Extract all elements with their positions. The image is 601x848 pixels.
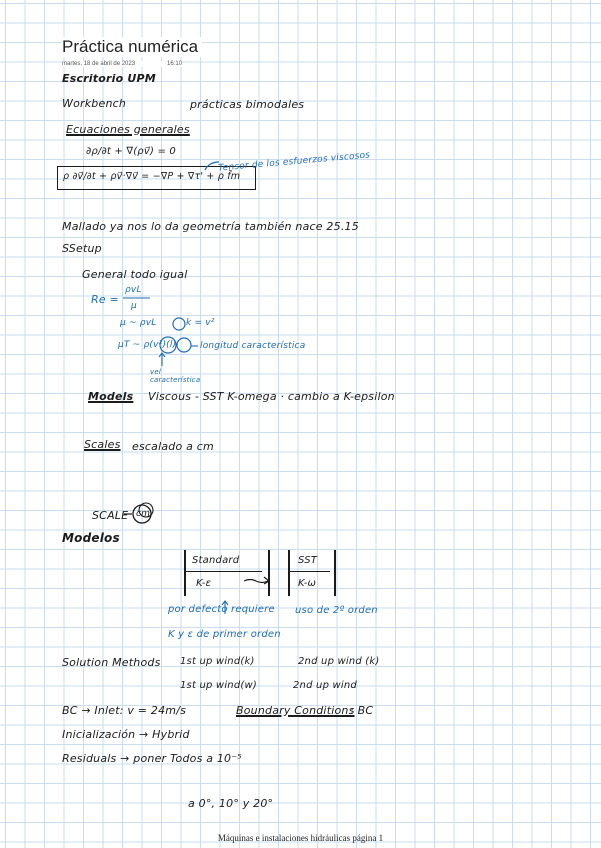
note-angles: a 0°, 10° y 20°: [188, 797, 274, 810]
note-models-text: Viscous - SST K-omega · cambio a K-epsilon: [148, 390, 395, 403]
note-mallado: Mallado ya nos lo da geometría también nace 25.15: [62, 220, 359, 233]
note-init: Inicialización → Hybrid: [62, 728, 190, 741]
note-residuals: Residuals → poner Todos a 10⁻⁵: [62, 752, 242, 765]
note-workbench: Workbench: [62, 97, 127, 110]
equation-continuity: ∂ρ/∂t + ∇(ρv⃗) = 0: [86, 146, 176, 157]
note-sol-2nd-w: 2nd up wind: [293, 680, 357, 691]
annotation-vel: vel característica: [150, 368, 201, 384]
page-date: martes, 18 de abril de 2023: [62, 61, 136, 67]
page-time: 16:10: [167, 61, 183, 67]
annotation-2orden: uso de 2º orden: [295, 605, 378, 616]
note-general: General todo igual: [82, 268, 188, 281]
note-re-lhs: Re =: [91, 293, 119, 306]
note-practicas: prácticas bimodales: [190, 98, 305, 111]
note-mut: μT ~ ρ(v²)(l): [118, 340, 177, 350]
page-title: Práctica numérica: [62, 37, 202, 57]
annotation-longitud: longitud característica: [200, 341, 306, 351]
note-bc-end: : BC: [350, 704, 374, 717]
note-scales-text: escalado a cm: [132, 440, 214, 453]
note-escritorio: Escritorio UPM: [62, 72, 156, 85]
box-standard-bottom: K-ε: [196, 578, 212, 589]
note-models: Models: [88, 390, 134, 403]
note-scale-value: cm: [136, 509, 151, 519]
note-re-den: μ: [131, 301, 137, 311]
equation-momentum: ρ ∂v⃗/∂t + ρv⃗·∇v⃗ = −∇P + ∇τ' + ρ f̄m: [63, 171, 241, 182]
note-ecuaciones: Ecuaciones generales: [66, 123, 190, 136]
page-footer: Máquinas e instalaciones hidráulicas página 1: [217, 833, 384, 843]
box-standard-top: Standard: [192, 555, 240, 566]
note-solution: Solution Methods: [62, 656, 161, 669]
note-sol-1st-w: 1st up wind(w): [180, 680, 257, 691]
box-sst-top: SST: [298, 555, 318, 566]
note-setup: SSetup: [62, 242, 102, 255]
note-mu: μ ~ ρvL: [120, 318, 157, 328]
annotation-defecto: por defecto requiere: [168, 604, 275, 615]
note-sol-2nd-k: 2nd up wind (k): [298, 656, 380, 667]
note-boundary: Boundary Conditions: [236, 704, 355, 717]
note-bc: BC → Inlet: v = 24m/s: [62, 704, 187, 717]
note-scale: SCALE: [92, 509, 129, 522]
box-sst-bottom: K-ω: [298, 578, 317, 589]
note-re-num: ρvL: [125, 285, 142, 295]
note-k: k = v²: [186, 318, 215, 328]
note-modelos: Modelos: [62, 531, 120, 545]
annotation-primer: K y ε de primer orden: [168, 629, 281, 640]
note-scales: Scales: [84, 438, 121, 451]
note-sol-1st-k: 1st up wind(k): [180, 656, 255, 667]
annotation-tensor: Tensor de los esfuerzos viscosos: [217, 150, 371, 174]
